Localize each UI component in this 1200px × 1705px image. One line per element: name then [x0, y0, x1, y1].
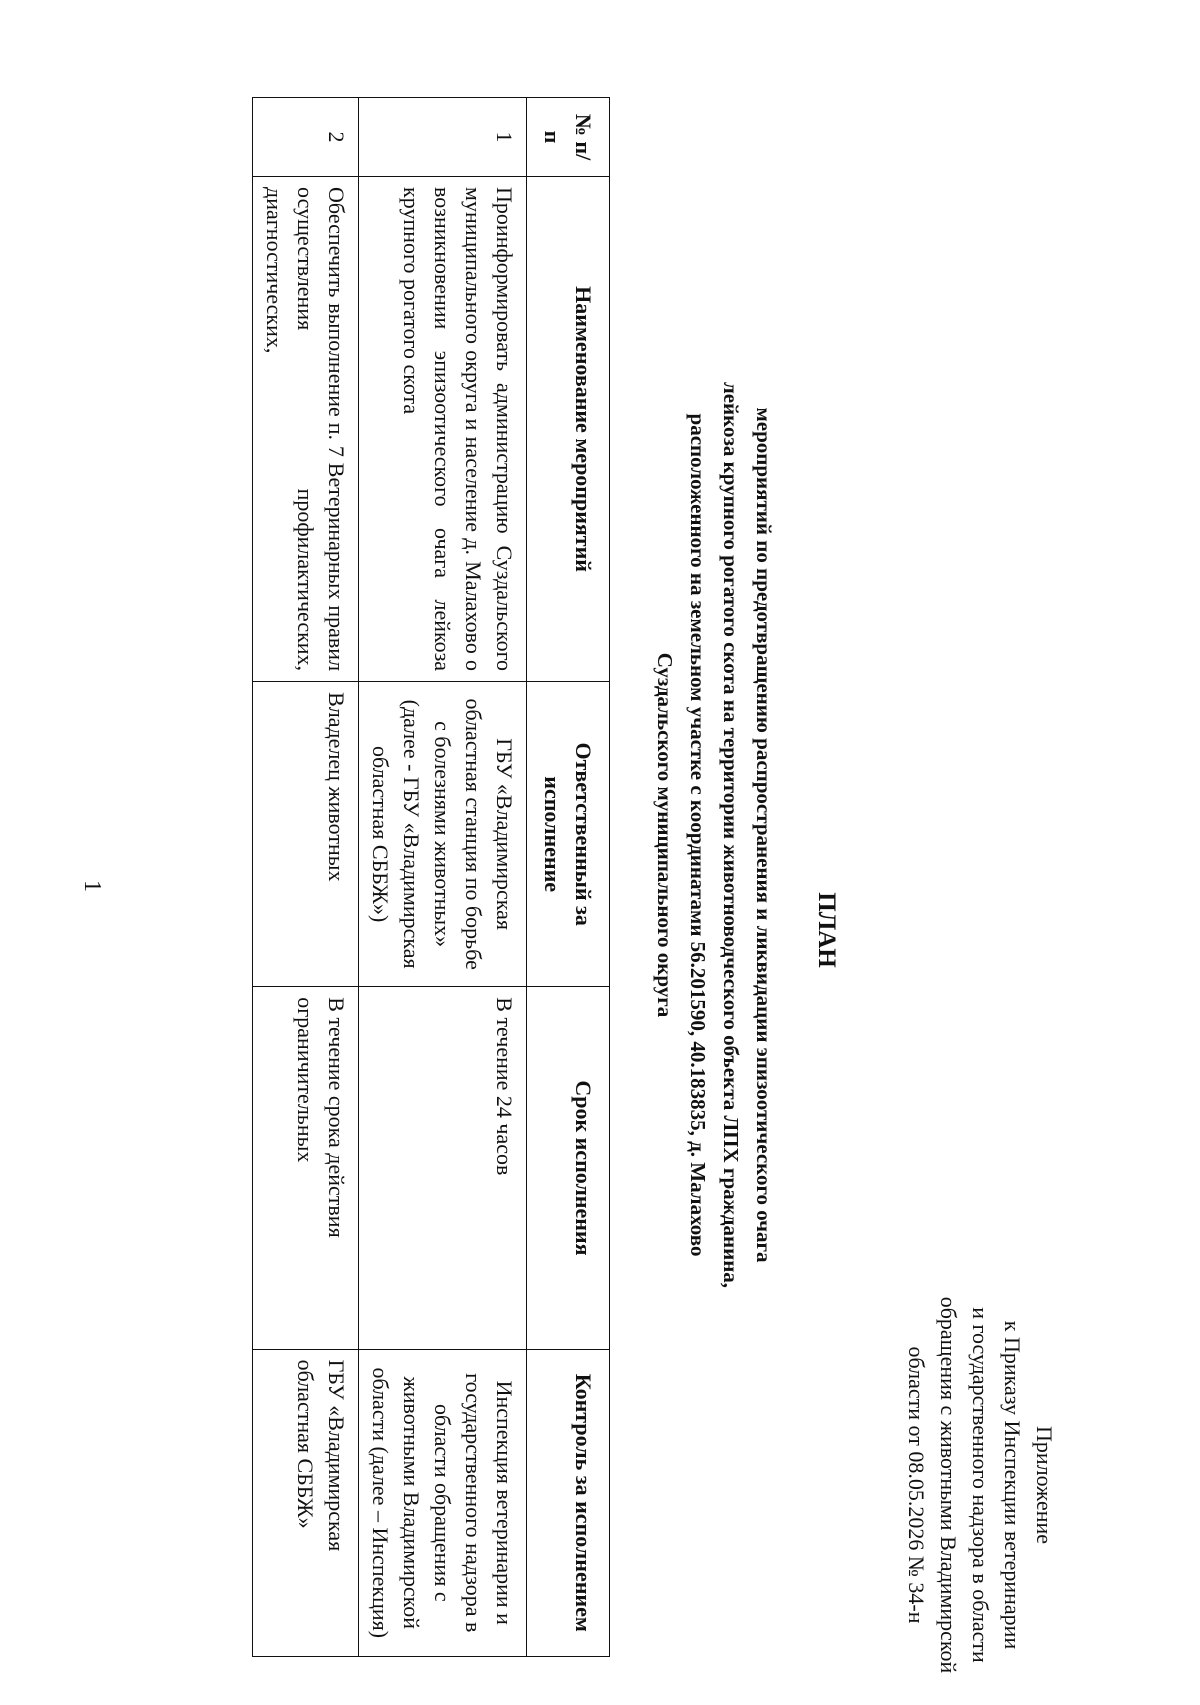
- page-number: 1: [79, 880, 105, 892]
- cell-control: ГБУ «Владимирская областная СББЖ»: [253, 1349, 359, 1656]
- appendix-line: к Приказу Инспекции ветеринарии: [1000, 1320, 1025, 1650]
- cell-term: В течение 24 часов: [359, 987, 527, 1349]
- cell-control: Инспекция ветеринарии и государственного надзора в области обращения с животными Владимирской области (далее – Инспекция): [359, 1349, 527, 1656]
- cell-name: Обеспечить выполнение п. 7 Ветеринарных правил осуществления профилактических, диагностических,: [253, 177, 359, 682]
- cell-number: 1: [359, 98, 527, 177]
- subtitle-line: лейкоза крупного рогатого скота на территории животноводческого объекта ЛПХ гражданина,: [719, 381, 743, 1289]
- header-name: Наименование мероприятий: [527, 177, 610, 682]
- cell-responsible: ГБУ «Владимирская областная станция по борьбе с болезнями животных» (далее - ГБУ «Владимирская областная СББЖ»): [359, 682, 527, 987]
- appendix-line: области от 08.05.2026 № 34-н: [904, 1346, 929, 1624]
- appendix-note: [900, 1275, 1060, 1695]
- table-row: [253, 98, 359, 1657]
- cell-responsible: Владелец животных: [253, 682, 359, 987]
- plan-table: [252, 97, 610, 1657]
- subtitle-line: расположенного на земельном участке с координатами 56.201590, 40.183835, д. Малахово: [686, 413, 710, 1257]
- header-responsible: Ответственный за исполнение: [527, 682, 610, 987]
- header-term: Срок исполнения: [527, 987, 610, 1349]
- document-subtitle: [648, 260, 780, 1410]
- appendix-line: Приложение: [1032, 1425, 1057, 1545]
- subtitle-line: мероприятий по предотвращению распространения и ликвидации эпизоотического очага: [752, 407, 776, 1263]
- document-title: ПЛАН: [813, 892, 840, 968]
- appendix-line: и государственного надзора в области: [968, 1307, 993, 1663]
- table-row: [359, 98, 527, 1657]
- appendix-line: обращения с животными Владимирской: [936, 1296, 961, 1674]
- subtitle-line: Суздальского муниципального округа: [653, 652, 677, 1018]
- table-header-row: [527, 98, 610, 1657]
- cell-number: 2: [253, 98, 359, 177]
- cell-name: Проинформировать администрацию Суздальского муниципального округа и население д. Малахово о возникновении эпизоотического очага лейкоза крупного рогатого скота: [359, 177, 527, 682]
- header-control: Контроль за исполнением: [527, 1349, 610, 1656]
- cell-term: В течение срока действия ограничительных: [253, 987, 359, 1349]
- header-number: № п/п: [527, 98, 610, 177]
